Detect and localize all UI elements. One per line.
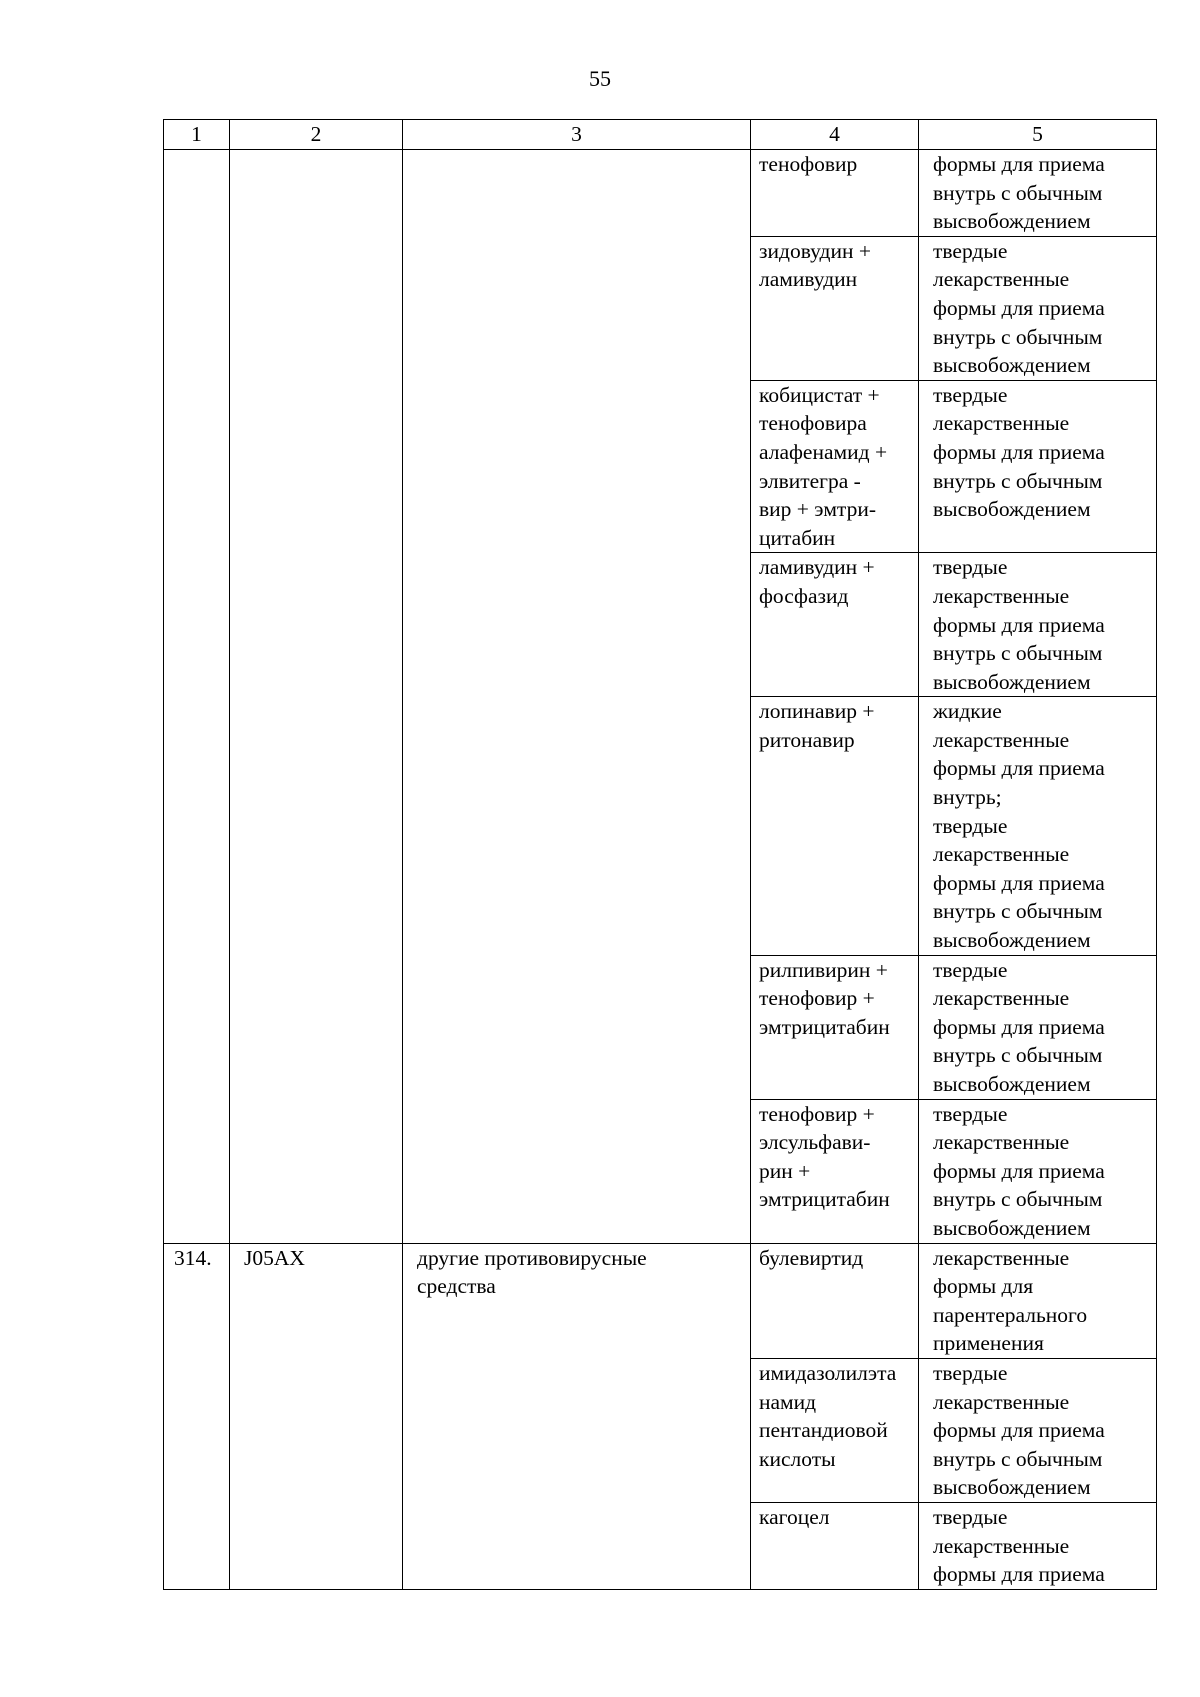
column-header-3: 3 <box>403 120 751 150</box>
drug-name-cell: кобицистат + тенофовира алафенамид + элвитегра - вир + эмтри- цитабин <box>751 380 919 553</box>
row-number-cell <box>164 150 230 1244</box>
drug-name-cell: рилпивирин + тенофовир + эмтрицитабин <box>751 955 919 1099</box>
group-name-cell: другие противовирусные средства <box>403 1243 751 1589</box>
column-header-1: 1 <box>164 120 230 150</box>
column-header-5: 5 <box>919 120 1157 150</box>
dosage-form-cell: твердые лекарственные формы для приема <box>919 1502 1157 1589</box>
dosage-form-cell: формы для приема внутрь с обычным высвобождением <box>919 150 1157 237</box>
table-row <box>164 150 1157 237</box>
dosage-form-cell: твердые лекарственные формы для приема внутрь с обычным высвобождением <box>919 553 1157 697</box>
atc-code-cell: J05AX <box>230 1243 403 1589</box>
row-number-cell: 314. <box>164 1243 230 1589</box>
table-header-row <box>164 120 1157 150</box>
drug-list-table <box>163 119 1157 1590</box>
page-number: 55 <box>589 66 611 91</box>
dosage-form-cell: лекарственные формы для парентерального применения <box>919 1243 1157 1358</box>
drug-name-cell: булевиртид <box>751 1243 919 1358</box>
column-header-4: 4 <box>751 120 919 150</box>
drug-name-cell: тенофовир + элсульфави- рин + эмтрицитабин <box>751 1099 919 1243</box>
dosage-form-cell: твердые лекарственные формы для приема внутрь с обычным высвобождением <box>919 1358 1157 1502</box>
drug-name-cell: тенофовир <box>751 150 919 237</box>
drug-name-cell: зидовудин + ламивудин <box>751 236 919 380</box>
atc-code-cell <box>230 150 403 1244</box>
dosage-form-cell: жидкие лекарственные формы для приема внутрь; твердые лекарственные формы для приема внутрь с обычным высвобождением <box>919 697 1157 955</box>
drug-name-cell: лопинавир + ритонавир <box>751 697 919 955</box>
drug-name-cell: кагоцел <box>751 1502 919 1589</box>
dosage-form-cell: твердые лекарственные формы для приема внутрь с обычным высвобождением <box>919 955 1157 1099</box>
dosage-form-cell: твердые лекарственные формы для приема внутрь с обычным высвобождением <box>919 380 1157 553</box>
dosage-form-cell: твердые лекарственные формы для приема внутрь с обычным высвобождением <box>919 1099 1157 1243</box>
group-name-cell <box>403 150 751 1244</box>
table-row <box>164 1243 1157 1358</box>
drug-name-cell: ламивудин + фосфазид <box>751 553 919 697</box>
drug-name-cell: имидазолилэта намид пентандиовой кислоты <box>751 1358 919 1502</box>
dosage-form-cell: твердые лекарственные формы для приема внутрь с обычным высвобождением <box>919 236 1157 380</box>
column-header-2: 2 <box>230 120 403 150</box>
